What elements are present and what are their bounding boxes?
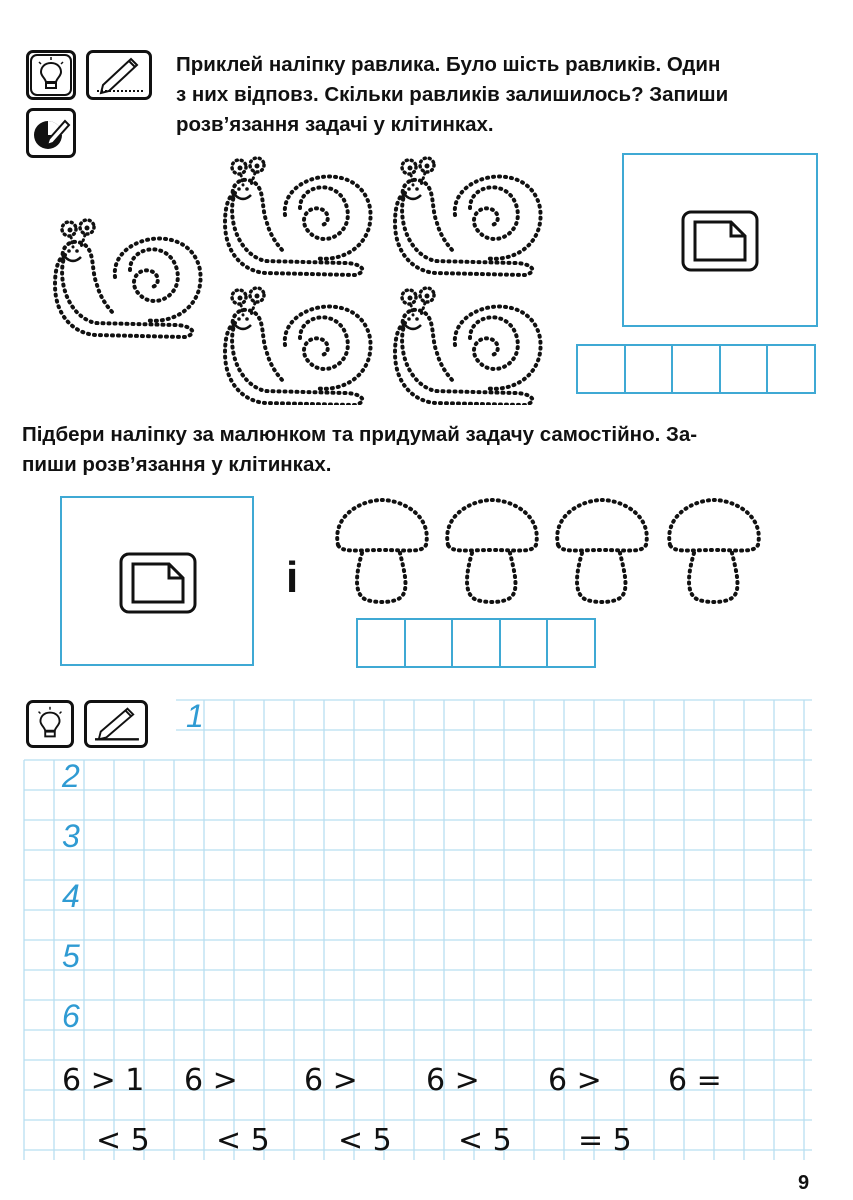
answer-cells-1[interactable] [576, 344, 816, 394]
answer-cells-2[interactable] [356, 618, 596, 668]
sticker-frame-mushroom[interactable] [60, 496, 254, 666]
answer-cell[interactable] [768, 346, 814, 392]
answer-cell[interactable] [721, 346, 769, 392]
practice-grid[interactable] [0, 690, 853, 1170]
lightbulb-icon [26, 50, 76, 100]
digit-5: 5 [62, 938, 80, 974]
pencil-icon [86, 50, 152, 100]
sticker-icon [119, 552, 197, 614]
task1-line2: з них відповз. Скільки равликів залишилось? Запиши [176, 83, 729, 106]
comparison-4: 6 > [426, 1063, 480, 1098]
comparison-8: < 5 [216, 1123, 270, 1158]
task1-text [176, 50, 826, 140]
conjunction-text: і [286, 553, 299, 602]
comparison-7: < 5 [96, 1123, 150, 1158]
answer-cell[interactable] [453, 620, 501, 666]
comparison-5: 6 > [548, 1063, 602, 1098]
pencil-icon [84, 700, 148, 748]
answer-cell[interactable] [406, 620, 454, 666]
comparison-10: < 5 [458, 1123, 512, 1158]
comparison-2: 6 > [184, 1063, 238, 1098]
task2-text [22, 420, 832, 480]
answer-cell[interactable] [673, 346, 721, 392]
sticker-frame-snail[interactable] [622, 153, 818, 327]
answer-cell[interactable] [548, 620, 594, 666]
mushroom-2 [447, 500, 537, 602]
comparison-9: < 5 [338, 1123, 392, 1158]
answer-cell[interactable] [358, 620, 406, 666]
snail-3 [395, 158, 541, 275]
comparison-11: = 5 [578, 1123, 632, 1158]
answer-cell[interactable] [626, 346, 674, 392]
digit-2: 2 [62, 758, 80, 794]
lightbulb-icon [26, 700, 74, 748]
comparison-6: 6 = [668, 1063, 722, 1098]
answer-cell[interactable] [578, 346, 626, 392]
digit-6: 6 [62, 998, 80, 1034]
mushroom-1 [337, 500, 427, 602]
answer-cell[interactable] [501, 620, 549, 666]
snail-4 [225, 288, 371, 405]
comparison-3: 6 > [304, 1063, 358, 1098]
task1-line3: розв’язання задачі у клітинках. [176, 113, 494, 136]
sticker-icon [681, 210, 759, 272]
mushroom-3 [557, 500, 647, 602]
digit-4: 4 [62, 878, 80, 914]
digit-3: 3 [62, 818, 80, 854]
snails-illustration [50, 145, 560, 405]
page-number: 9 [798, 1172, 810, 1194]
comparison-1: 6 > 1 [62, 1063, 145, 1098]
snail-1 [55, 220, 201, 337]
task1-line1: Приклей наліпку равлика. Було шість равликів. Один [176, 53, 721, 76]
snail-5 [395, 288, 541, 405]
digit-1: 1 [186, 698, 204, 734]
mushrooms-illustration [330, 495, 770, 610]
snail-2 [225, 158, 371, 275]
mushroom-4 [669, 500, 759, 602]
task2-line2: пиши розв’язання у клітинках. [22, 453, 332, 476]
task2-line1: Підбери наліпку за малюнком та придумай задачу самостійно. За- [22, 423, 698, 446]
